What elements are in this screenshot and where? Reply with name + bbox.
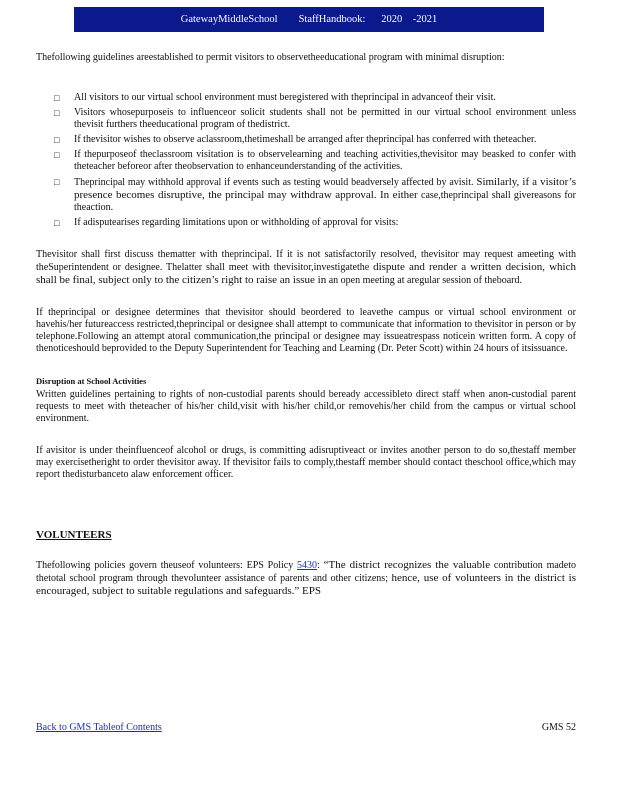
header-year-start: 2020: [381, 14, 403, 25]
custodial-paragraph: Written guidelines pertaining to rights of non-custodial parents should beready accessibleto direct staff when anon-custodial parent requests to meet with theteacher of his/her child,visit with his/her child,or removehis/her child from the campus or virtual school environment.: [36, 389, 576, 424]
list-item: □ Theprincipal may withhold approval if events such as testing would beadversely affected by avisit. Similarly, if a visitor’s presence becomes disruptive, the principal may withdraw approval. In either case,theprincipal shall givereasons for theaction.: [54, 176, 576, 213]
page-number: GMS 52: [541, 722, 576, 733]
dispute-paragraph: Thevisitor shall first discuss thematter with theprincipal. If it is not satisfactorily resolved, thevisitor may request ameeting with theSuperintendent or designee. Thelatter shall meet with thevisitor,investigatethe dispute and render a written decision, which shall be final, subject only to the citizen’s right to raise an issue in an open meeting at aregular session of theboard.: [36, 249, 576, 286]
header-year-end: -2021: [412, 14, 438, 25]
page-footer: [36, 722, 576, 733]
trespass-paragraph: If theprincipal or designee determines that thevisitor should beordered to leavethe campus or virtual school environment or havehis/her futureaccess restricted,theprincipal or designee shall attempt to communicate that information to thevisitor in person or by telephone.Following an attempt atoral communication,the principal or designee may issueatrespass noticein written form. A copy of thenoticeshould beprovided to the Deputy Superintendent for Teaching and Learning (Dr. Peter Scott) within 24 hours of itsissuance.: [36, 307, 576, 354]
volunteers-title: VOLUNTEERS: [36, 529, 112, 541]
header-handbook: StaffHandbook:: [298, 14, 366, 25]
list-item: □ If adisputearises regarding limitations upon or withholding of approval for visits:: [54, 217, 399, 228]
back-to-contents-link[interactable]: Back to GMS Tableof Contents: [36, 722, 162, 733]
bullet-icon: □: [54, 108, 60, 118]
header-school: GatewayMiddleSchool: [180, 14, 278, 25]
disruption-heading: Disruption at School Activities: [36, 376, 147, 386]
bullet-icon: □: [54, 135, 60, 145]
disruptive-visitor-paragraph: If avisitor is under theinfluenceof alcohol or drugs, is committing adisruptiveact or invites another person to do so,thestaff member may exercisetheright to order thevisitor away. If thevisitor fails to comply,thestaff member should contact theschool office,which may report thedisturbanceto alaw enforcement officer.: [36, 445, 576, 480]
list-item: □ Visitors whosepurposeis to influenceor solicit students shall not be permitted in our virtual school environment unless thevisit furthers theeducational program of thedistrict.: [54, 107, 576, 130]
visitor-rules-list: [36, 92, 576, 229]
intro-paragraph: Thefollowing guidelines areestablished to permit visitors to observetheeducational program with minimal disruption:: [36, 52, 505, 63]
handbook-page: [36, 52, 576, 598]
bullet-icon: □: [54, 177, 60, 187]
header-banner: [74, 7, 544, 32]
bullet-icon: □: [54, 150, 60, 160]
bullet-icon: □: [54, 218, 60, 228]
bullet-icon: □: [54, 93, 60, 103]
list-item: □ If thepurposeof theclassroom visitation is to observelearning and teaching activities,thevisitor may beasked to confer with theteacher beforeor after theobservation to enhanceunderstanding of the activities.: [54, 149, 576, 172]
list-item: □ If thevisitor wishes to observe aclassroom,thetimeshall be arranged after theprincipal has conferred with theteacher.: [54, 134, 537, 145]
volunteers-paragraph: Thefollowing policies govern theuseof volunteers: EPS Policy 5430: “The district recognizes the valuable contribution madeto thetotal school program through thevolunteer assistance of parents and other citizens; hence, use of volunteers in the district is encouraged, subject to suitable regulations and safeguards.” EPS: [36, 559, 577, 597]
policy-5430-link[interactable]: 5430: [297, 560, 318, 571]
list-item: □ All visitors to our virtual school environment must beregistered with theprincipal in advanceof their visit.: [54, 92, 496, 103]
